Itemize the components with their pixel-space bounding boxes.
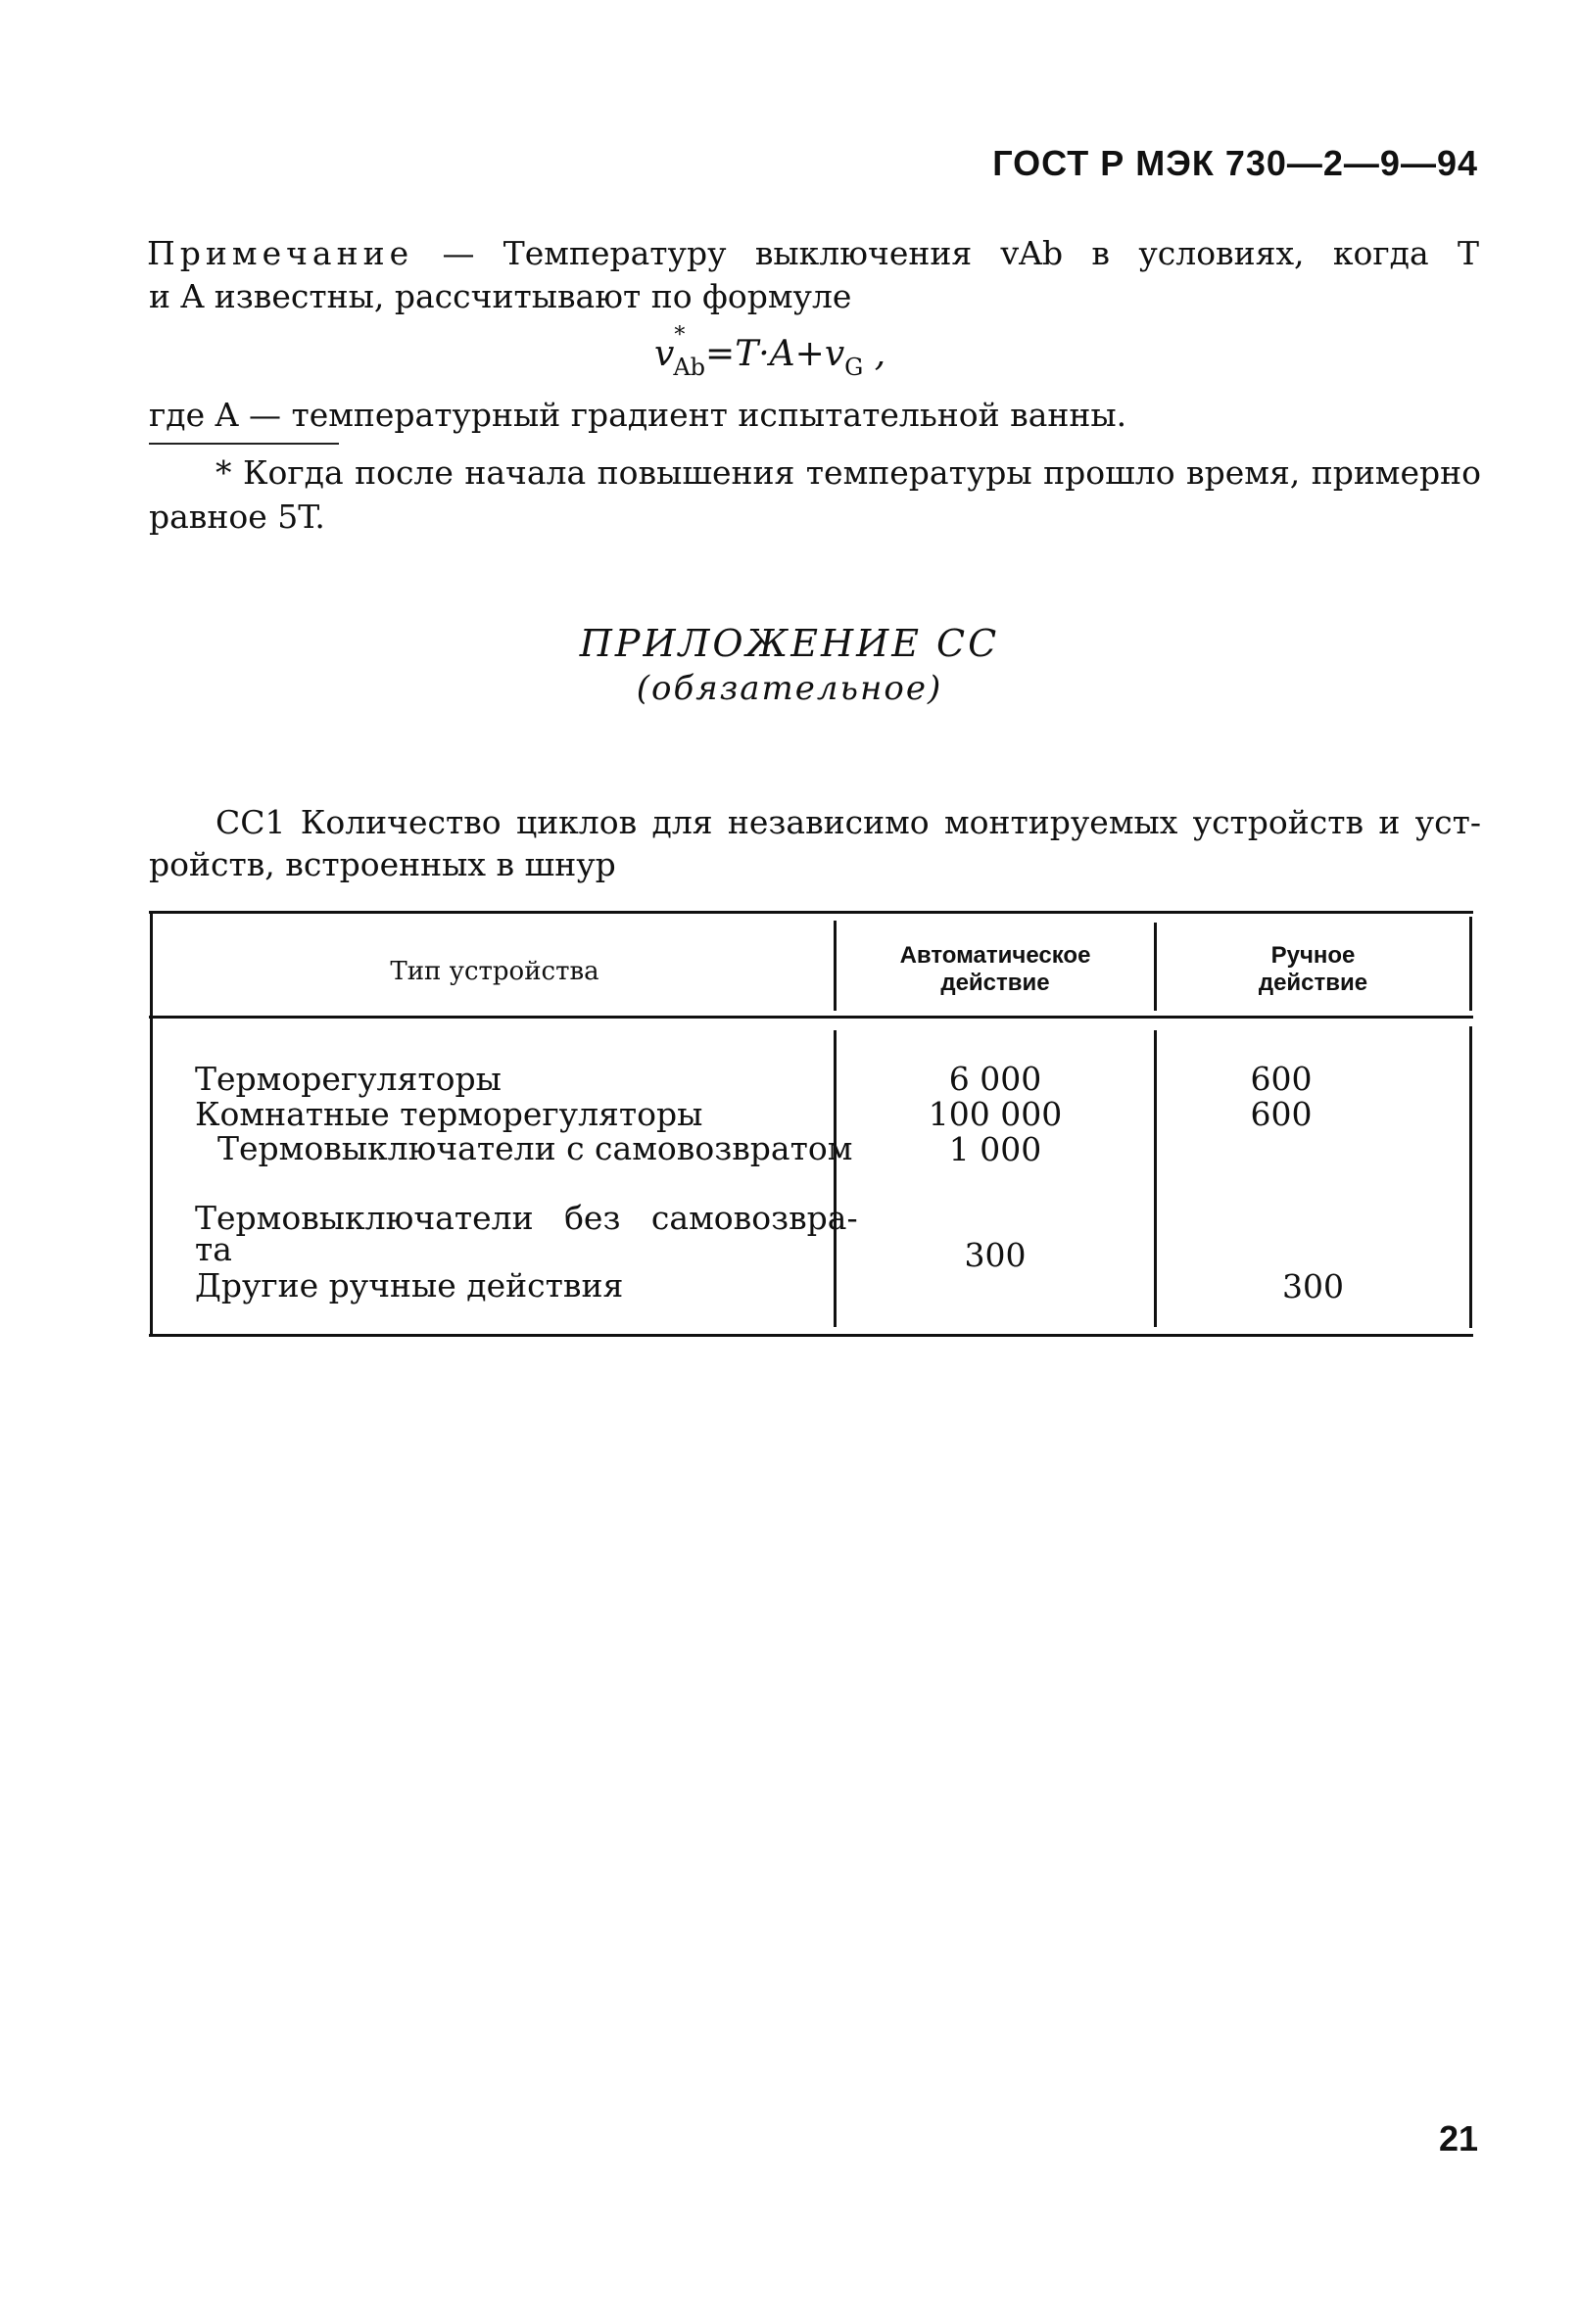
formula bbox=[654, 323, 885, 381]
row-1-auto: 6 000 bbox=[948, 1060, 1042, 1098]
appendix-subtitle: (обязательное) bbox=[636, 669, 943, 708]
row-2-auto: 100 000 bbox=[928, 1095, 1063, 1133]
row-2-type: Комнатные терморегуляторы bbox=[195, 1095, 703, 1133]
table-divider-2-header bbox=[1154, 923, 1157, 1011]
cc1-line-1: СС1 Количество циклов для независимо монтируемых устройств и уст- bbox=[215, 803, 1481, 841]
header-automatic bbox=[838, 942, 1152, 997]
table-top-rule bbox=[149, 911, 1473, 914]
row-3-type: Термовыключатели с самовозвратом bbox=[217, 1129, 853, 1167]
note-line-1 bbox=[147, 233, 1479, 273]
document-header: ГОСТ Р МЭК 730—2—9—94 bbox=[992, 143, 1478, 183]
header-automatic-line-1: Автоматическое bbox=[899, 942, 1091, 969]
appendix-title: ПРИЛОЖЕНИЕ СС bbox=[579, 622, 1000, 665]
page-number: 21 bbox=[1438, 2118, 1478, 2158]
table-bottom-rule bbox=[149, 1334, 1473, 1337]
header-manual-line-1: Ручное bbox=[1270, 942, 1356, 969]
formula-tail: , bbox=[863, 334, 886, 374]
where-line: где A — температурный градиент испытательной ванны. bbox=[149, 396, 1127, 434]
formula-lhs-sub: Ab bbox=[673, 354, 706, 381]
row-1-type: Терморегуляторы bbox=[195, 1060, 502, 1098]
formula-lhs: v bbox=[654, 334, 675, 374]
header-device-type: Тип устройства bbox=[390, 957, 599, 986]
footnote-rule bbox=[149, 443, 339, 445]
row-1-manual: 600 bbox=[1250, 1060, 1313, 1098]
table-right-border-header bbox=[1469, 917, 1472, 1011]
row-4-type-line-2: та bbox=[195, 1230, 232, 1268]
note-text-1: — Температуру выключения vAb в условиях, когда T bbox=[413, 234, 1479, 272]
table-divider-1-header bbox=[834, 921, 837, 1011]
row-3-auto: 1 000 bbox=[948, 1130, 1042, 1168]
table-divider-1-body bbox=[834, 1030, 837, 1327]
cc1-line-2: ройств, встроенных в шнур bbox=[149, 845, 616, 883]
formula-rhs-sub: G bbox=[844, 354, 864, 381]
formula-rhs: =T·A+v bbox=[705, 334, 845, 374]
row-4-auto: 300 bbox=[964, 1236, 1027, 1274]
note-line-2: и A известны, рассчитывают по формуле bbox=[149, 277, 852, 315]
note-label: Примечание bbox=[147, 234, 414, 272]
table-header-rule bbox=[149, 1016, 1473, 1019]
footnote-line-2: равное 5T. bbox=[149, 498, 325, 536]
row-2-manual: 600 bbox=[1250, 1095, 1313, 1133]
table-left-border bbox=[150, 913, 153, 1336]
footnote-line-1: * Когда после начала повышения температуры прошло время, примерно bbox=[215, 453, 1481, 492]
header-manual bbox=[1159, 942, 1467, 997]
header-manual-line-2: действие bbox=[1258, 970, 1368, 996]
formula-star: * bbox=[674, 323, 686, 348]
header-automatic-line-2: действие bbox=[940, 970, 1050, 996]
row-5-type: Другие ручные действия bbox=[195, 1266, 624, 1304]
row-4-type-line-1: Термовыключатели без самовозвра- bbox=[195, 1199, 858, 1237]
table-divider-2-body bbox=[1154, 1030, 1157, 1327]
row-5-manual: 300 bbox=[1282, 1267, 1344, 1305]
table-right-border-body bbox=[1469, 1026, 1472, 1328]
